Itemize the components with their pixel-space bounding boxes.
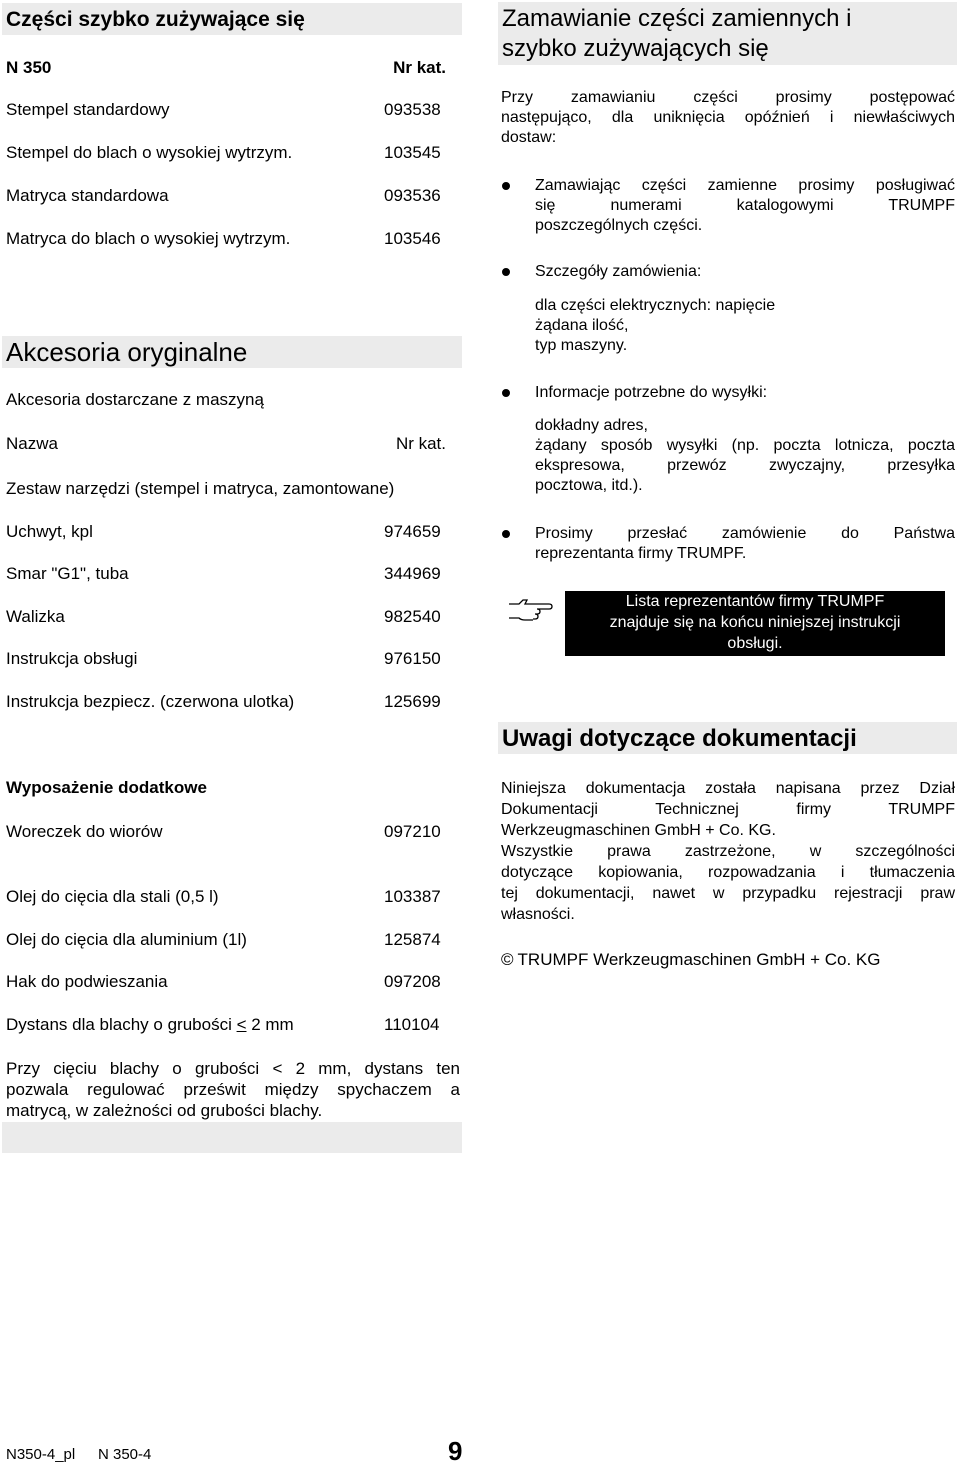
part-name: Matryca standardowa	[6, 186, 169, 205]
pointing-hand-icon	[507, 596, 553, 622]
note-line: pozwala regulować prześwit między spychaczem a	[6, 1080, 460, 1099]
optional-name: Hak do podwieszania	[6, 972, 168, 991]
accessory-number: 982540	[384, 607, 441, 626]
optional-number: 103387	[384, 887, 441, 906]
bullet-line: Zamawiając części zamienne prosimy posługiwać	[535, 177, 955, 194]
optional-name: Olej do cięcia dla stali (0,5 l)	[6, 887, 219, 906]
docs-line: dotyczące kopiowania, rozpowadzania i tłumaczenia	[501, 864, 955, 881]
wear-parts-heading: Części szybko zużywające się	[6, 8, 305, 31]
accessories-heading: Akcesoria oryginalne	[6, 337, 248, 367]
docs-line: Werkzeugmaschinen GmbH + Co. KG.	[501, 822, 776, 839]
note-line: Przy cięciu blachy o grubości < 2 mm, dystans ten	[6, 1059, 460, 1078]
bullet-line: żądana ilość,	[535, 317, 629, 334]
bullet-catalog-numbers	[535, 176, 955, 236]
bullet-dot	[502, 530, 510, 538]
docs-line: tej dokumentacji, nawet w przypadku rejestracji praw	[501, 885, 955, 902]
part-name: Stempel standardowy	[6, 100, 170, 119]
spacer-name-pre: Dystans dla blachy o grubości	[6, 1015, 237, 1034]
ordering-heading	[502, 4, 851, 64]
part-number: 103545	[384, 143, 441, 162]
accessory-name: Smar "G1", tuba	[6, 564, 129, 583]
footer-doc-ref: N 350-4	[98, 1446, 152, 1463]
ordering-heading-line: Zamawianie części zamiennych i	[502, 5, 852, 32]
copyright-icon: ©	[501, 950, 514, 969]
bullet-dot	[502, 389, 510, 397]
bullet-line: poszczególnych części.	[535, 217, 703, 234]
accessory-name: Walizka	[6, 607, 65, 626]
docs-line: Niniejsza dokumentacja została napisana przez Dział	[501, 780, 955, 797]
note-bottom-bar	[2, 1122, 462, 1153]
bullet-line: dla części elektrycznych: napięcie	[535, 297, 776, 314]
toolset-label: Zestaw narzędzi (stempel i matryca, zamontowane)	[6, 479, 395, 498]
accessory-number: 125699	[384, 692, 441, 711]
spacer-note	[6, 1058, 460, 1121]
bullet-line: dokładny adres,	[535, 417, 648, 434]
ordering-intro	[501, 88, 955, 148]
spacer-name	[6, 1015, 294, 1035]
bullet-dot	[502, 182, 510, 190]
copyright-line	[501, 950, 880, 970]
box-line: znajduje się na końcu niniejszej instrukcji	[609, 614, 901, 631]
optional-name: Olej do cięcia dla aluminium (1l)	[6, 930, 247, 949]
intro-line: następująco, dla uniknięcia opóźnień i niewłaściwych	[501, 109, 955, 126]
optional-number: 125874	[384, 930, 441, 949]
bullet-line: ekspresowa, przewóz zwyczajny, przesyłka	[535, 457, 955, 474]
optional-number: 097210	[384, 822, 441, 841]
bullet-line: typ maszyny.	[535, 337, 628, 354]
box-line: obsługi.	[727, 635, 783, 652]
note-line: matrycą, w zależności od grubości blachy.	[6, 1101, 323, 1120]
bullet-order-details	[535, 262, 955, 356]
docs-line: własności.	[501, 906, 575, 923]
supplied-label: Akcesoria dostarczane z maszyną	[6, 390, 264, 409]
optional-number: 097208	[384, 972, 441, 991]
accessory-number: 344969	[384, 564, 441, 583]
spacer-name-post: 2 mm	[246, 1015, 294, 1034]
name-header: Nazwa	[6, 434, 58, 453]
model-label: N 350	[6, 58, 52, 77]
catno-header: Nr kat.	[393, 58, 446, 77]
footer-doc-id: N350-4_pl	[6, 1446, 76, 1463]
docs-paragraph	[501, 778, 955, 925]
part-number: 103546	[384, 229, 441, 248]
intro-line: Przy zamawianiu części prosimy postępować	[501, 89, 955, 106]
bullet-line: pocztowa, itd.).	[535, 477, 643, 494]
spacer-le-sign: <	[236, 1015, 247, 1034]
docs-line: Dokumentacji Technicznej firmy TRUMPF	[501, 801, 955, 818]
bullet-dot	[502, 268, 510, 276]
bullet-shipping-info	[535, 383, 955, 496]
part-name: Matryca do blach o wysokiej wytrzym.	[6, 229, 291, 248]
accessory-name: Uchwyt, kpl	[6, 522, 93, 541]
accessory-number: 974659	[384, 522, 441, 541]
optional-name: Woreczek do wiorów	[6, 822, 163, 841]
ordering-heading-line: szybko zużywających się	[502, 35, 769, 62]
accessory-name: Instrukcja obsługi	[6, 649, 138, 668]
part-number: 093538	[384, 100, 441, 119]
bullet-line: Prosimy przesłać zamówienie do Państwa	[535, 525, 955, 542]
bullet-line: żądany sposób wysyłki (np. poczta lotnicza, poczta	[535, 437, 955, 454]
accessory-number: 976150	[384, 649, 441, 668]
bullet-line: reprezentanta firmy TRUMPF.	[535, 545, 747, 562]
part-name: Stempel do blach o wysokiej wytrzym.	[6, 143, 293, 162]
page-number: 9	[448, 1436, 463, 1466]
box-line: Lista reprezentantów firmy TRUMPF	[625, 593, 885, 610]
bullet-send-order	[535, 524, 955, 564]
docs-line: Wszystkie prawa zastrzeżone, w szczególności	[501, 843, 955, 860]
representatives-info-box	[565, 591, 945, 656]
bullet-line: Szczegóły zamówienia:	[535, 263, 702, 280]
bullet-line: Informacje potrzebne do wysyłki:	[535, 384, 768, 401]
docs-heading: Uwagi dotyczące dokumentacji	[502, 725, 857, 752]
spacer-number: 110104	[384, 1015, 440, 1034]
optional-heading: Wyposażenie dodatkowe	[6, 778, 207, 797]
catno-header: Nr kat.	[395, 434, 446, 453]
copyright-text: TRUMPF Werkzeugmaschinen GmbH + Co. KG	[517, 950, 881, 969]
part-number: 093536	[384, 186, 441, 205]
accessory-name: Instrukcja bezpiecz. (czerwona ulotka)	[6, 692, 295, 711]
bullet-line: się numerami katalogowymi TRUMPF	[535, 197, 955, 214]
intro-line: dostaw:	[501, 129, 557, 146]
